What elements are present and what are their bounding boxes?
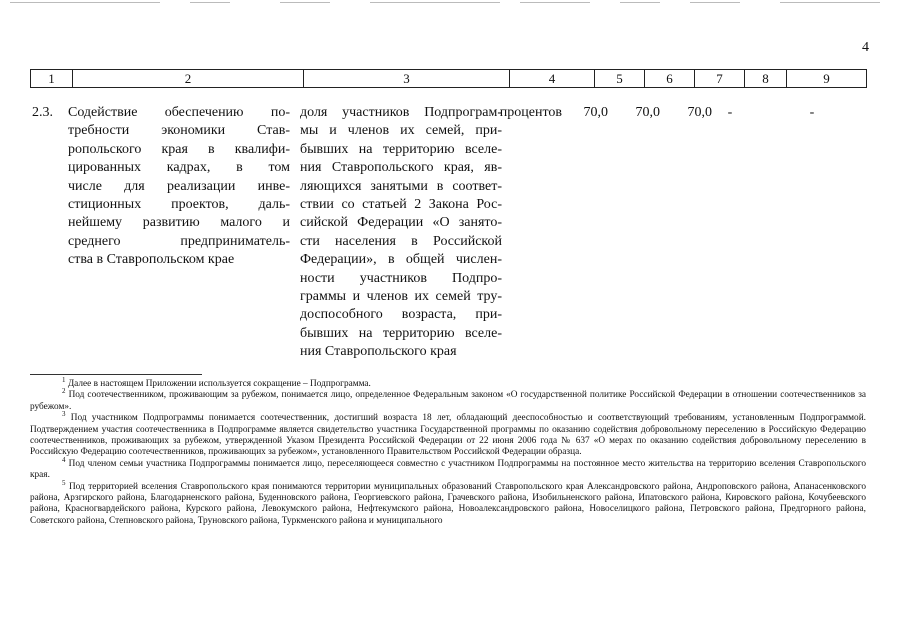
footnote-separator [30, 374, 202, 375]
page-number: 4 [862, 40, 869, 55]
indicator-line: доспособного возраста, при- [300, 307, 502, 323]
description-line: среднего предприниматель- [68, 233, 290, 249]
description-line: Содействие обеспечению по- [68, 105, 290, 120]
footnote-mark: 4 [62, 455, 66, 464]
column-header-3: 3 [304, 70, 510, 88]
column-header-9: 9 [787, 70, 867, 88]
indicator-line: Федерации», в общей числен- [300, 252, 502, 268]
footnote-4 [30, 455, 866, 482]
description-line: ства в Ставропольском крае [68, 252, 235, 268]
row-number: 2.3. [32, 105, 53, 120]
indicator-line: бывших на территорию вселе- [300, 141, 502, 157]
column-header-6: 6 [645, 70, 695, 88]
footnote-text: Под соотечественником, проживающим за рубежом, понимается лицо, определенное Федеральным законом «О государственной политике Российской Федерации в отношении соотечественников за рубежом». [30, 390, 867, 412]
footnote-text: Под членом семьи участника Подпрограммы понимается лицо, переселяющееся совместно с участником Подпрограммы на постоянное место жительства на территорию вселения Ставропольского края. [30, 458, 866, 481]
row-unit: процентов [499, 105, 562, 120]
footnote-mark: 1 [62, 375, 66, 384]
footnote-text: Далее в настоящем Приложении используется сокращение – Подпрограмма. [67, 379, 371, 389]
description-line: ропольского края в квалифи- [68, 141, 290, 157]
scan-artifact-top [0, 0, 905, 5]
indicator-line: ния Ставропольского края [300, 344, 457, 360]
row-indicator [300, 104, 502, 362]
description-line: числе для реализации инве- [68, 178, 290, 194]
row-value-9: - [809, 105, 815, 120]
column-header-2: 2 [73, 70, 304, 88]
table-row [30, 104, 866, 360]
description-line: нейшему развитию малого и [68, 215, 290, 231]
description-line: цированных кадрах, в том [68, 160, 290, 176]
indicator-line: бывших на территорию вселе- [300, 325, 502, 341]
description-line: стиционных проектов, даль- [68, 197, 290, 213]
indicator-line: сти населения в Российской [300, 233, 502, 249]
indicator-line: мы и членов их семей, при- [300, 123, 502, 139]
column-header-5: 5 [595, 70, 645, 88]
indicator-line: ния Ставропольского края, яв- [300, 160, 502, 176]
indicator-line: ляющихся занятыми в соответ- [300, 178, 502, 194]
footnotes [30, 375, 867, 527]
row-value-5: 70,0 [583, 105, 608, 120]
footnote-text: Под участником Подпрограммы понимается соотечественник, достигший возраста 18 лет, обладающий дееспособностью и соответствующий требованиям, установленным Подпрограммой. Подтверждением участия соотечественника в Подпрограмме является свидетельство участника Государственной программы по оказанию содействия добровольному переселению в Российскую Федерацию соотечественников, проживающих за рубежом, утвержденной Указом Президента Российской Федерации от 22 июня 2006 года № 637 «О мерах по оказанию содействия добровольному переселению в Российскую Федерацию соотечественников, проживающих за рубежом», установленного Правительством Российской Федерации образца. [30, 413, 866, 458]
footnote-mark: 3 [62, 410, 66, 419]
indicator-line: ствии со статьей 2 Закона Рос- [300, 197, 502, 213]
footnote-3 [30, 410, 866, 459]
description-line: требности экономики Став- [68, 123, 290, 139]
footnote-mark: 2 [62, 387, 66, 396]
column-number-header [30, 69, 867, 88]
footnote-text: Под территорией вселения Ставропольского края понимаются территории муниципальных образований Ставропольского края Александровского района, Андроповского района, Апанасенковского района, Арзгирского района, Благодарненского района, Буденновского района, Георгиевского района, Грачевского района, Изобильненского района, Ипатовского района, Кировского района, Кочубеевского района, Красногвардейского района, Курского района, Левокумского района, Нефтекумского района, Новоалександровского района, Новоселицкого района, Петровского района, Предгорного района, Советского района, Степновского района, Труновского района, Туркменского района и муниципального [30, 481, 866, 526]
indicator-line: сийской Федерации «О занято- [300, 215, 502, 231]
footnote-2 [30, 387, 867, 413]
footnote-1 [30, 375, 866, 390]
footnote-mark: 5 [62, 478, 66, 487]
column-header-1: 1 [31, 70, 73, 88]
row-value-8: - [727, 105, 733, 120]
footnote-5 [30, 478, 866, 528]
row-value-7: 70,0 [687, 105, 712, 120]
column-header-8: 8 [745, 70, 787, 88]
indicator-line: граммы и членов их семей тру- [300, 289, 502, 305]
indicator-line: ности участников Подпро- [300, 270, 502, 286]
column-header-4: 4 [510, 70, 595, 88]
indicator-line: доля участников Подпрограм- [300, 105, 502, 120]
row-value-6: 70,0 [635, 105, 660, 120]
column-header-7: 7 [695, 70, 745, 88]
row-description [68, 104, 290, 270]
